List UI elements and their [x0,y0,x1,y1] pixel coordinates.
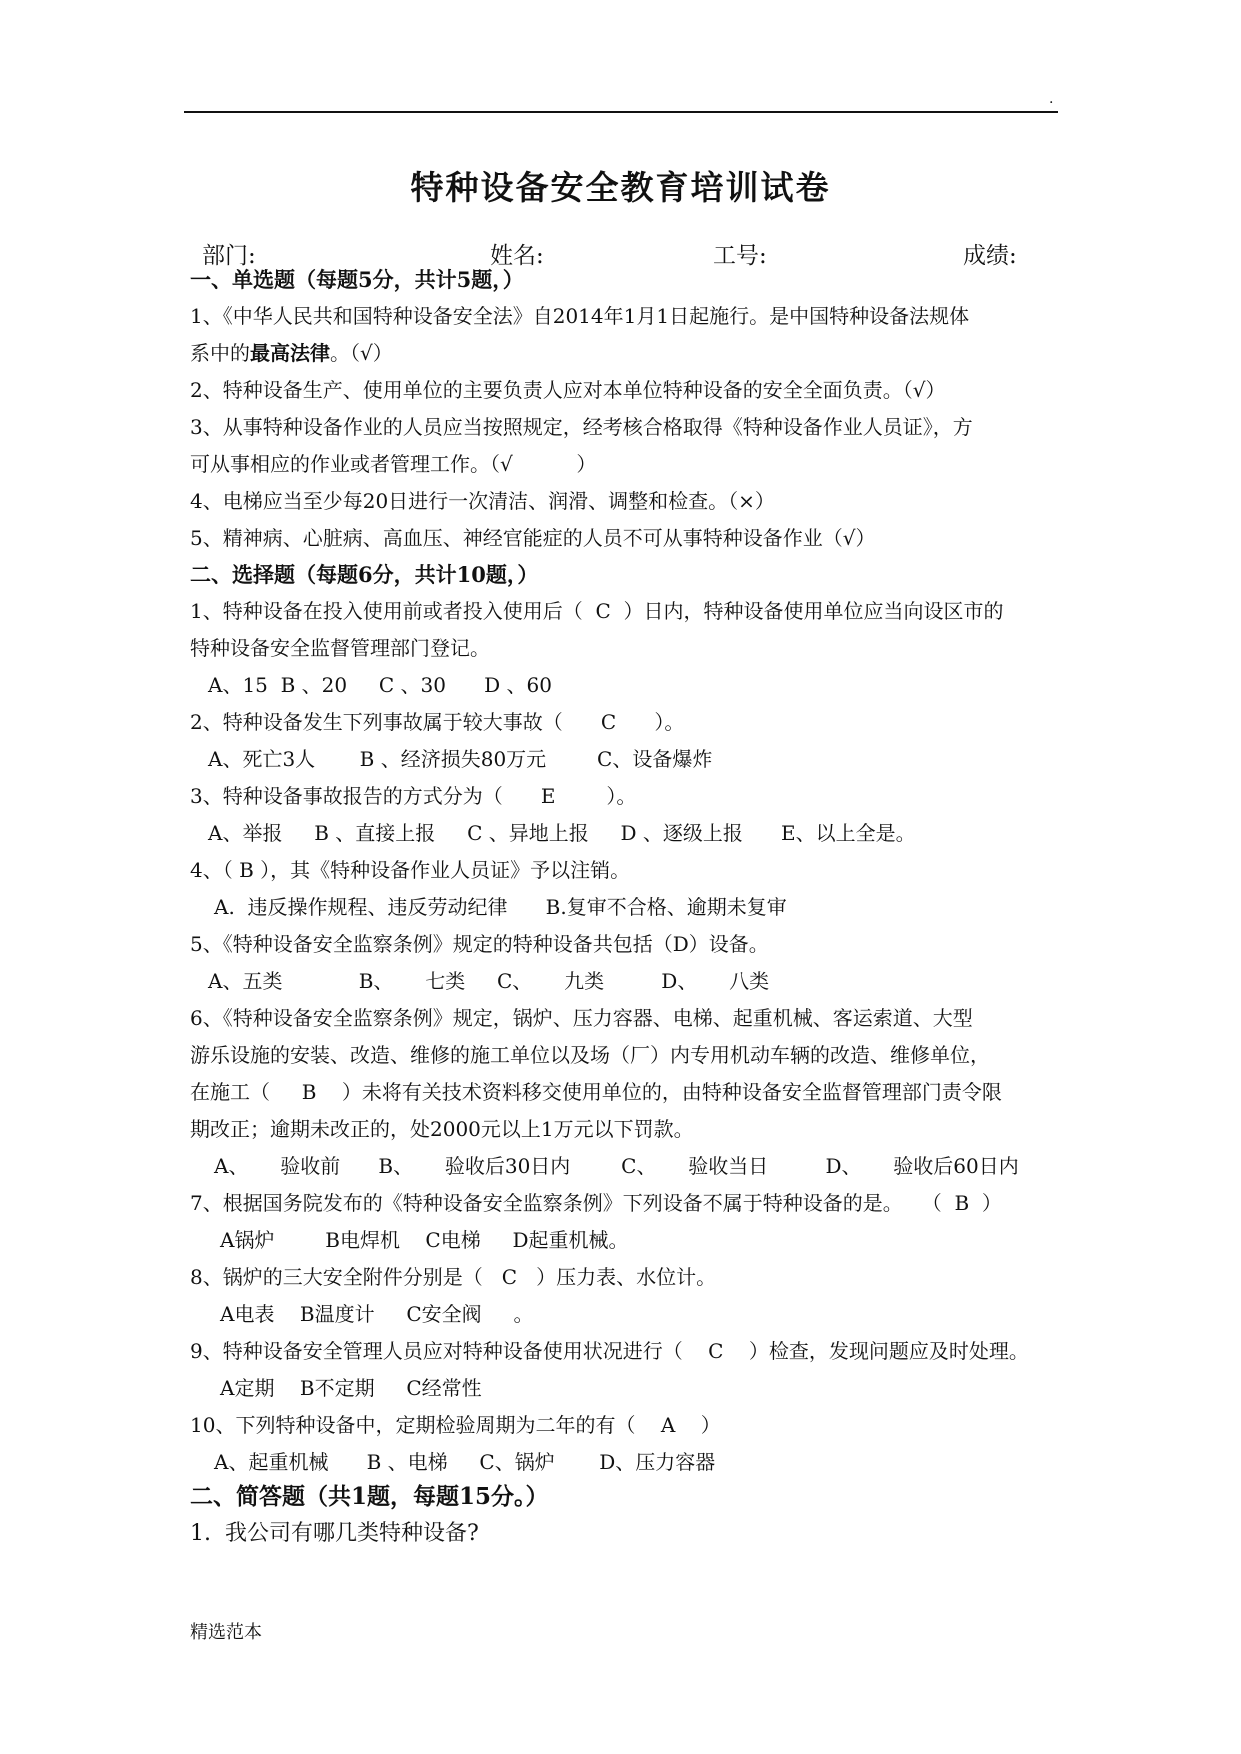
mc-question-6-cont-2: 在施工（ B ）未将有关技术资料移交使用单位的，由特种设备安全监督管理部门责令限 [190,1080,1002,1104]
mc-question-6-cont-3: 期改正；逾期未改正的，处2000元以上1万元以下罚款。 [190,1117,694,1141]
text-span: 。（√） [330,341,393,365]
mc-question-6: 6、《特种设备安全监察条例》规定，锅炉、压力容器、电梯、起重机械、客运索道、大型 [190,1006,973,1030]
short-answer-question-1: 1. 我公司有哪几类特种设备? [190,1521,479,1546]
mc-question-3: 3、特种设备事故报告的方式分为（ E ）。 [190,784,637,808]
mc-question-10: 10、下列特种设备中，定期检验周期为二年的有（ A ） [190,1413,721,1437]
tf-question-1: 1、《中华人民共和国特种设备安全法》自2014年1月1日起施行。是中国特种设备法规体 [190,304,970,328]
mc-question-2-options: A、死亡3人 B 、经济损失80万元 C、设备爆炸 [208,747,713,771]
header-dot: . [1049,91,1054,107]
mc-question-1-cont: 特种设备安全监督管理部门登记。 [190,636,490,660]
page-title: 特种设备安全教育培训试卷 [410,168,831,207]
section-heading-single-choice: 一、单选题（每题5分，共计5题，） [190,267,524,292]
mc-question-9: 9、特种设备安全管理人员应对特种设备使用状况进行（ C ）检查，发现问题应及时处理。 [190,1339,1029,1363]
mc-question-7: 7、根据国务院发布的《特种设备安全监察条例》下列设备不属于特种设备的是。 （ B ） [190,1191,1002,1215]
mc-question-1: 1、特种设备在投入使用前或者投入使用后（ C ）日内，特种设备使用单位应当向设区市的 [190,599,1004,623]
tf-question-3: 3、从事特种设备作业的人员应当按照规定，经考核合格取得《特种设备作业人员证》，方 [190,415,973,439]
header-rule [184,111,1058,113]
tf-question-1-cont [190,335,1070,372]
mc-question-3-options: A、举报 B 、直接上报 C 、异地上报 D 、逐级上报 E、以上全是。 [208,821,916,845]
mc-question-4: 4、（ B ），其《特种设备作业人员证》予以注销。 [190,858,631,882]
mc-question-5-options: A、五类 B、 七类 C、 九类 D、 八类 [208,969,770,993]
mc-question-1-options: A、15 B 、20 C 、30 D 、60 [208,673,552,697]
exam-content [190,262,1070,1552]
section-heading-short-answer: 二、简答题（共1题，每题15分。） [190,1483,549,1510]
id-field-label: 工号: [713,243,767,269]
tf-question-5: 5、精神病、心脏病、高血压、神经官能症的人员不可从事特种设备作业（√） [190,526,876,550]
bold-emphasis: 最高法律 [250,341,330,365]
dept-field-label: 部门: [202,243,256,269]
mc-question-9-options: A定期 B不定期 C经常性 [220,1376,482,1400]
mc-question-10-options: A、起重机械 B 、电梯 C、锅炉 D、压力容器 [214,1450,716,1474]
name-field-label: 姓名: [490,243,544,269]
section-heading-multiple-choice: 二、选择题（每题6分，共计10题，） [190,562,539,587]
tf-question-3-cont: 可从事相应的作业或者管理工作。（√ ） [190,452,597,476]
footer-text: 精选范本 [190,1622,262,1643]
mc-question-8: 8、锅炉的三大安全附件分别是（ C ）压力表、水位计。 [190,1265,717,1289]
mc-question-8-options: A电表 B温度计 C安全阀 。 [220,1302,534,1326]
score-field-label: 成绩: [963,243,1017,269]
mc-question-2: 2、特种设备发生下列事故属于较大事故（ C ）。 [190,710,685,734]
tf-question-2: 2、特种设备生产、使用单位的主要负责人应对本单位特种设备的安全全面负责。（√） [190,378,946,402]
tf-question-4: 4、电梯应当至少每20日进行一次清洁、润滑、调整和检查。（×） [190,489,775,513]
mc-question-4-options: A. 违反操作规程、违反劳动纪律 B.复审不合格、逾期未复审 [214,895,787,919]
text-span: 系中的 [190,341,250,365]
mc-question-7-options: A锅炉 B电焊机 C电梯 D起重机械。 [220,1228,629,1252]
mc-question-5: 5、《特种设备安全监察条例》规定的特种设备共包括（D）设备。 [190,932,769,956]
mc-question-6-options: A、 验收前 B、 验收后30日内 C、 验收当日 D、 验收后60日内 [214,1154,1019,1178]
mc-question-6-cont-1: 游乐设施的安装、改造、维修的施工单位以及场（厂）内专用机动车辆的改造、维修单位， [190,1043,990,1067]
